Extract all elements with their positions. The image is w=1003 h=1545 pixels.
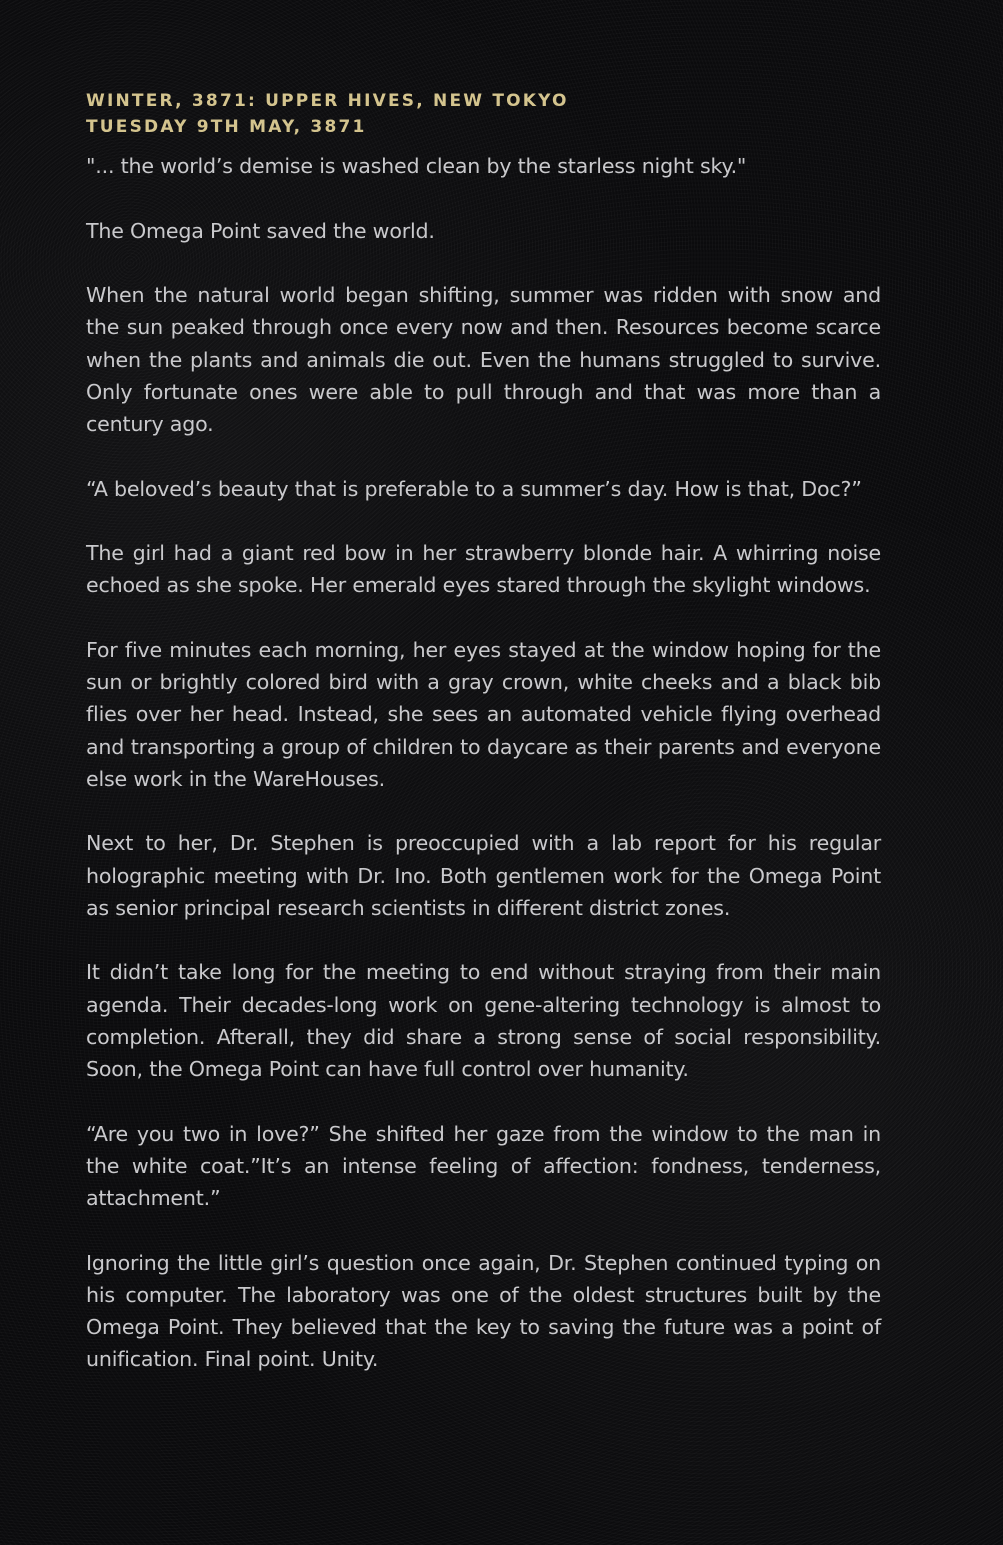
header-date: TUESDAY 9TH MAY, 3871 [86,117,367,137]
paragraph-beloved-quote: “A beloved’s beauty that is preferable to a summer’s day. How is that, Doc?” [86,476,862,501]
paragraph-dr-stephen: Next to her, Dr. Stephen is preoccupied with a lab report for his regular holographic meeting with Dr. Ino. Both gentlemen work for the Omega Point as senior principal research scientists in different district zones. [86,831,881,920]
paragraph-morning-window: For five minutes each morning, her eyes stayed at the window hoping for the sun or brightly colored bird with a gray crown, white cheeks and a black bib flies over her head. Instead, she sees an automated vehicle flying overhead and transporting a group of children to daycare as their parents and everyone else work in the WareHouses. [86,637,881,791]
document-page [86,88,881,1408]
paragraph-girl-description: The girl had a giant red bow in her strawberry blonde hair. A whirring noise echoed as she spoke. Her emerald eyes stared through the skylight windows. [86,541,881,598]
chapter-header [86,88,881,140]
paragraph-opening-quote: "... the world’s demise is washed clean by the starless night sky." [86,154,747,178]
paragraph-meeting: It didn’t take long for the meeting to end without straying from their main agenda. Their decades-long work on gene-altering technology is almost to completion. Afterall, they did share a strong sense of social responsibility. Soon, the Omega Point can have full control over humanity. [86,960,881,1081]
paragraph-laboratory: Ignoring the little girl’s question once again, Dr. Stephen continued typing on his computer. The laboratory was one of the oldest structures built by the Omega Point. They believed that the key to saving the future was a point of unification. Final point. Unity. [86,1250,881,1372]
story-body [86,150,881,1375]
paragraph-omega-point: The Omega Point saved the world. [86,218,435,243]
paragraph-love-question: “Are you two in love?” She shifted her gaze from the window to the man in the white coat.”It’s an intense feeling of affection: fondness, tenderness, attachment.” [86,1121,881,1210]
header-location: WINTER, 3871: UPPER HIVES, NEW TOKYO [86,91,569,111]
paragraph-natural-world: When the natural world began shifting, summer was ridden with snow and the sun peaked through once every now and then. Resources become scarce when the plants and animals die out. Even the humans struggled to survive. Only fortunate ones were able to pull through and that was more than a century ago. [86,283,881,436]
